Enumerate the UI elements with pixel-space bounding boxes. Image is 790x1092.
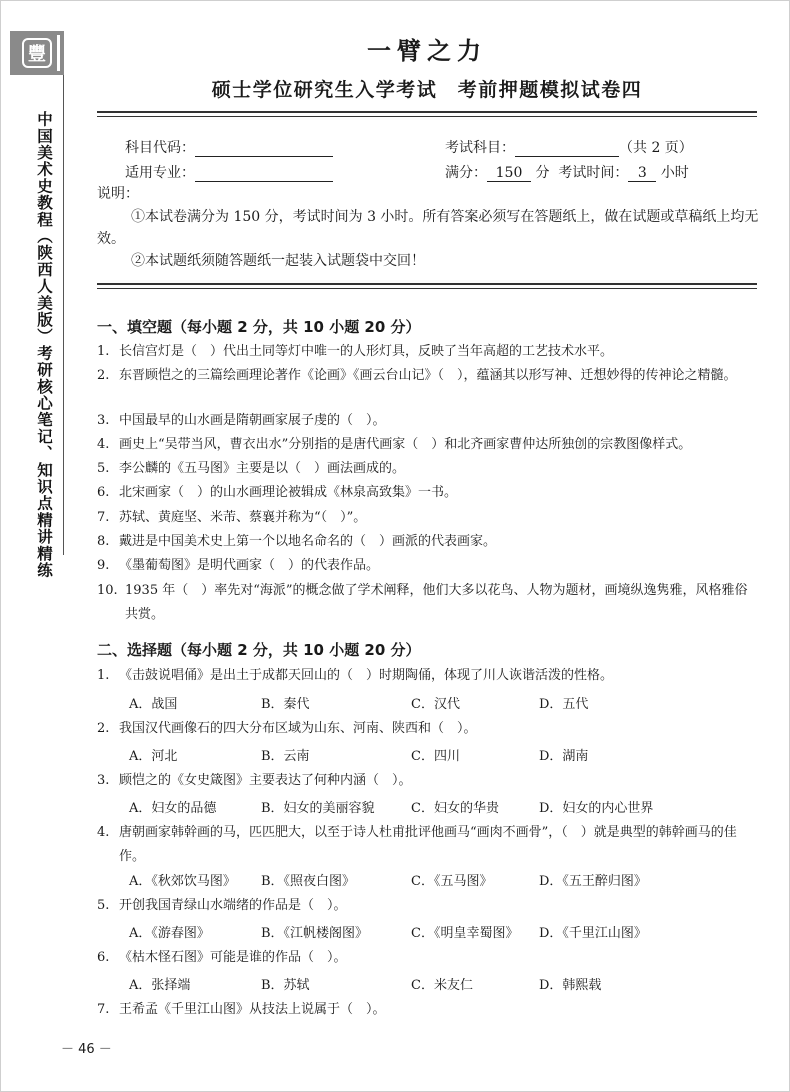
subject-code-blank <box>195 141 333 157</box>
question-text: 我国汉代画像石的四大分布区域为山东、河南、陕西和（ ）。 <box>119 721 477 736</box>
question-number: 1. <box>97 344 110 359</box>
major-blank <box>195 166 333 182</box>
option-d: D．《千里江山图》 <box>539 926 647 941</box>
fill-question-9 <box>97 554 759 578</box>
option-d: D．韩熙载 <box>539 978 602 993</box>
question-text: 中国最早的山水画是隋朝画家展子虔的（ ）。 <box>119 413 386 428</box>
question-number: 5. <box>97 461 110 476</box>
question-number: 3. <box>97 413 110 428</box>
notes-rule <box>97 283 757 289</box>
question-number: 5. <box>97 898 110 913</box>
score-time-field <box>445 162 689 182</box>
choice-question-7 <box>97 998 759 1022</box>
option-b: B．云南 <box>261 749 310 764</box>
fill-question-8 <box>97 530 759 554</box>
question-number: 3. <box>97 773 110 788</box>
score-unit: 分 <box>535 165 550 181</box>
major-label: 适用专业： <box>125 165 195 181</box>
logo-seal: 豐 <box>22 38 52 68</box>
choice-question-4 <box>97 821 759 869</box>
page-number: － 46 － <box>61 1042 112 1057</box>
option-b: B．苏轼 <box>261 978 310 993</box>
note-1: ①本试卷满分为 150 分，考试时间为 3 小时。所有答案必须写在答题纸上，做在试题或草稿纸上均无效。 <box>97 209 759 247</box>
fill-question-4 <box>97 433 759 457</box>
question-number: 8. <box>97 534 110 549</box>
choice-question-2 <box>97 717 759 741</box>
subject-code-label: 科目代码： <box>125 140 195 156</box>
score-label: 满分： <box>445 165 487 181</box>
question-text: 苏轼、黄庭坚、米芾、蔡襄并称为“（ ）”。 <box>119 510 367 525</box>
option-b: B．秦代 <box>261 697 310 712</box>
question-text: 戴进是中国美术史上第一个以地名命名的（ ）画派的代表画家。 <box>119 534 497 549</box>
subject-blank <box>515 141 619 157</box>
question-text: 北宋画家（ ）的山水画理论被辑成《林泉高致集》一书。 <box>119 485 458 500</box>
fill-question-7 <box>97 506 759 530</box>
fill-question-5 <box>97 457 759 481</box>
question-text: 长信宫灯是（ ）代出土同等灯中唯一的人形灯具，反映了当年高超的工艺技术水平。 <box>119 344 614 359</box>
option-c: C．《五马图》 <box>411 874 493 889</box>
header-rule <box>97 111 757 117</box>
question-text: 1935 年（ ）率先对“海派”的概念做了学术阐释，他们大多以花鸟、人物为题材，画境纵逸隽雅，风格雅俗共赏。 <box>125 583 748 622</box>
option-d: D．五代 <box>539 697 589 712</box>
question-text: 唐朝画家韩幹画的马，匹匹肥大，以至于诗人杜甫批评他画马“画肉不画骨”，（ ）就是典型的韩幹画马的佳作。 <box>119 825 737 864</box>
question-number: 4. <box>97 437 110 452</box>
option-a: A．张择端 <box>129 978 191 993</box>
publisher-logo <box>10 31 64 75</box>
question-number: 9. <box>97 558 110 573</box>
question-text: 画史上“吴带当风，曹衣出水”分别指的是唐代画家（ ）和北齐画家曹仲达所独创的宗教图像样式。 <box>119 437 692 452</box>
option-c: C．米友仁 <box>411 978 473 993</box>
note-2: ②本试题纸须随答题纸一起装入试题袋中交回！ <box>131 253 425 269</box>
question-text: 王希孟《千里江山图》从技法上说属于（ ）。 <box>119 1002 386 1017</box>
section-2-title: 二、选择题（每小题 2 分，共 10 小题 20 分） <box>97 641 421 659</box>
option-b: B．《照夜白图》 <box>261 874 356 889</box>
fill-question-1 <box>97 340 759 364</box>
choice-question-1 <box>97 664 759 688</box>
question-number: 6. <box>97 950 110 965</box>
fill-question-10 <box>97 579 759 627</box>
option-b: B．妇女的美丽容貌 <box>261 801 375 816</box>
option-a: A．《秋郊饮马图》 <box>129 874 236 889</box>
spine-book-title: 中国美术史教程（陕西人美版）考研核心笔记、知识点精讲精练 <box>35 111 53 579</box>
brand-title: 一臂之力 <box>367 37 487 65</box>
major-field <box>125 162 333 182</box>
option-a: A．战国 <box>129 697 178 712</box>
logo-bar <box>57 35 60 71</box>
question-number: 6. <box>97 485 110 500</box>
choice-question-6 <box>97 946 759 970</box>
option-c: C．妇女的华贵 <box>411 801 499 816</box>
question-text: 东晋顾恺之的三篇绘画理论著作《论画》《画云台山记》（ ），蕴涵其以形写神、迁想妙得的传神论之精髓。 <box>119 368 737 383</box>
question-number: 7. <box>97 510 110 525</box>
question-number: 7. <box>97 1002 110 1017</box>
question-number: 2. <box>97 368 110 383</box>
score-value: 150 <box>487 165 531 182</box>
option-d: D．《五王醉归图》 <box>539 874 647 889</box>
question-text: 开创我国青绿山水端绪的作品是（ ）。 <box>119 898 347 913</box>
option-b: B．《江帆楼阁图》 <box>261 926 369 941</box>
spine-divider <box>63 75 64 555</box>
fill-question-2 <box>97 364 759 388</box>
section-1-title: 一、填空题（每小题 2 分，共 10 小题 20 分） <box>97 318 421 336</box>
exam-title: 硕士学位研究生入学考试 考前押题模拟试卷四 <box>211 79 643 101</box>
option-a: A．《游春图》 <box>129 926 210 941</box>
option-c: C．汉代 <box>411 697 460 712</box>
page-count: （共 2 页） <box>619 140 693 156</box>
question-text: 顾恺之的《女史箴图》主要表达了何种内涵（ ）。 <box>119 773 412 788</box>
question-text: 《枯木怪石图》可能是谁的作品（ ）。 <box>119 950 347 965</box>
fill-question-3 <box>97 409 759 433</box>
question-number: 4. <box>97 825 110 840</box>
choice-question-3 <box>97 769 759 793</box>
option-c: C．四川 <box>411 749 460 764</box>
question-text: 《墨葡萄图》是明代画家（ ）的代表作品。 <box>119 558 380 573</box>
choice-question-5 <box>97 894 759 918</box>
fill-question-6 <box>97 481 759 505</box>
question-text: 李公麟的《五马图》主要是以（ ）画法画成的。 <box>119 461 406 476</box>
notes-label: 说明： <box>97 186 139 202</box>
time-unit: 小时 <box>660 165 689 181</box>
option-c: C．《明皇幸蜀图》 <box>411 926 519 941</box>
question-number: 1. <box>97 668 110 683</box>
question-number: 2. <box>97 721 110 736</box>
option-a: A．河北 <box>129 749 178 764</box>
time-label: 考试时间： <box>558 165 629 181</box>
option-d: D．妇女的内心世界 <box>539 801 654 816</box>
option-d: D．湖南 <box>539 749 589 764</box>
subject-label: 考试科目： <box>445 140 515 156</box>
time-value: 3 <box>628 165 656 182</box>
question-number: 10. <box>97 583 118 598</box>
option-a: A．妇女的品德 <box>129 801 217 816</box>
subject-field <box>445 137 693 157</box>
subject-code-field <box>125 137 333 157</box>
question-text: 《击鼓说唱俑》是出土于成都天回山的（ ）时期陶俑，体现了川人诙谐活泼的性格。 <box>119 668 614 683</box>
